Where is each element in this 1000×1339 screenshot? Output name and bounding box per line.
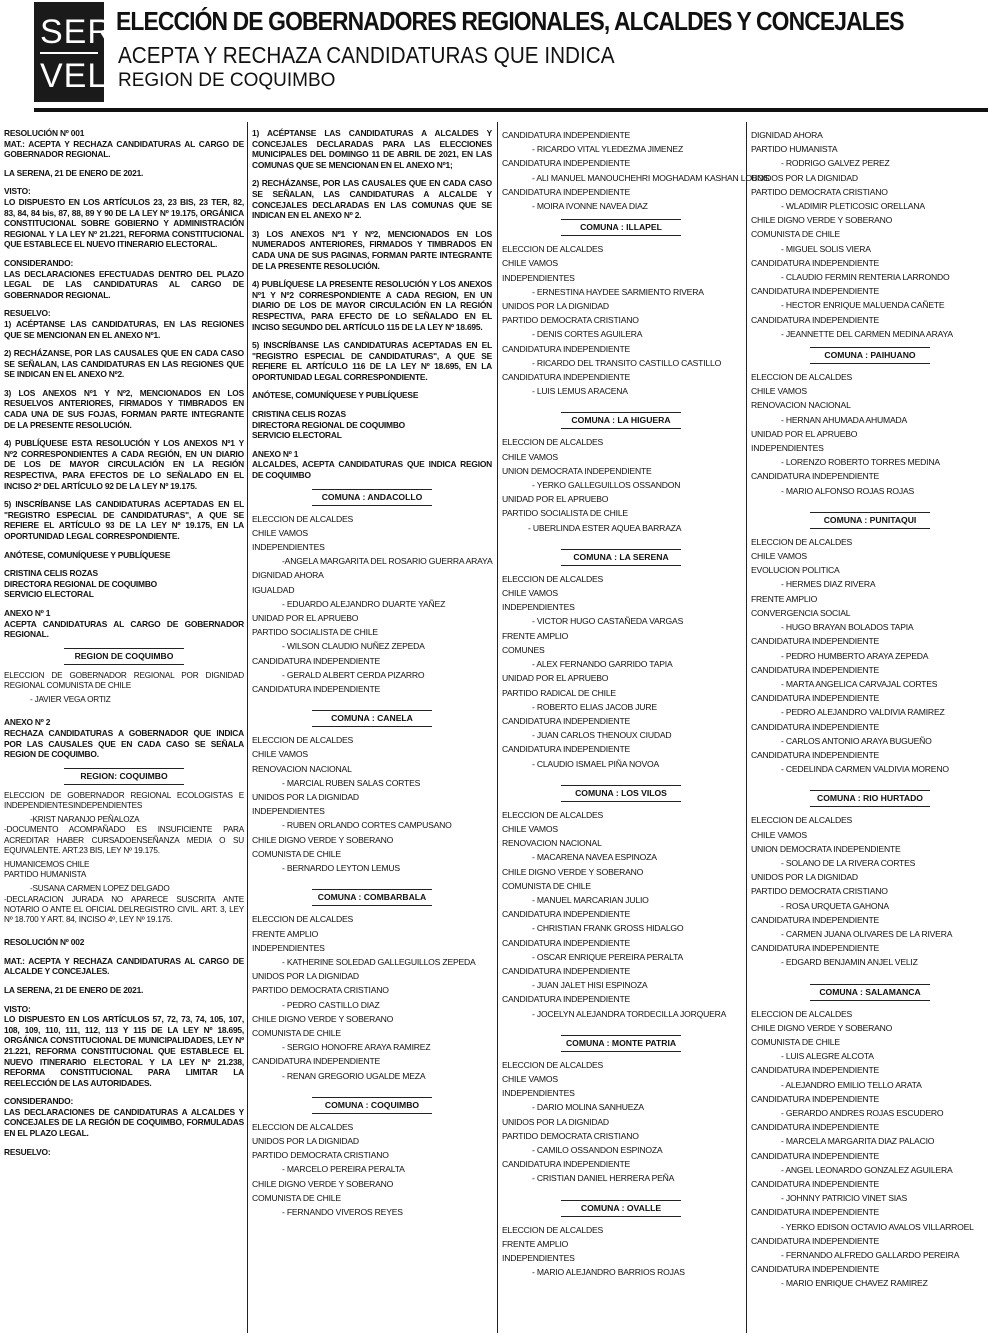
party-line: UNIDOS POR LA DIGNIDAD bbox=[252, 792, 359, 803]
party-line: COMUNES bbox=[502, 644, 545, 655]
res2-anotese: ANÓTESE, COMUNÍQUESE Y PUBLÍQUESE bbox=[252, 390, 419, 401]
party-line: CHILE DIGNO VERDE Y SOBERANO bbox=[751, 215, 893, 226]
party-line: CANDIDATURA INDEPENDIENTE bbox=[751, 1093, 880, 1104]
party-line: CHILE VAMOS bbox=[252, 527, 308, 538]
party-line: CANDIDATURA INDEPENDIENTE bbox=[751, 1264, 880, 1275]
party-line: DIGNIDAD AHORA bbox=[751, 130, 823, 140]
candidate-name: - HERMES DIAZ RIVERA bbox=[781, 579, 876, 590]
candidate-name: - KATHERINE SOLEDAD GALLEGUILLOS ZEPEDA bbox=[282, 956, 476, 967]
candidate-name: - WLADIMIR PLETICOSIC ORELLANA bbox=[781, 201, 925, 212]
candidate-name: - MACARENA NAVEA ESPINOZA bbox=[532, 852, 657, 863]
party-line: CHILE VAMOS bbox=[502, 823, 558, 834]
candidate-name: - DARIO MOLINA SANHUEZA bbox=[532, 1102, 644, 1113]
anexo2-text: RECHAZA CANDIDATURAS A GOBERNADOR QUE INDICA POR LAS CAUSALES QUE EN CADA CASO SE SEÑALA REGION DE COQUIMBO. bbox=[4, 727, 244, 760]
signer-service: SERVICIO ELECTORAL bbox=[4, 589, 94, 600]
party-line: ELECCION DE ALCALDES bbox=[252, 513, 354, 524]
party-line: UNIDAD POR EL APRUEBO bbox=[502, 673, 609, 684]
party-line: CANDIDATURA INDEPENDIENTE bbox=[502, 965, 631, 976]
comuna-heading: COMUNA : LOS VILOS bbox=[561, 785, 681, 802]
party-line: CANDIDATURA INDEPENDIENTE bbox=[751, 314, 880, 325]
res1-resuelvo-heading: RESUELVO: bbox=[4, 308, 51, 319]
res1-title: RESOLUCIÓN Nº 001 bbox=[4, 128, 85, 138]
candidate-name: - YERKO EDISON OCTAVIO AVALOS VILLARROEL bbox=[781, 1221, 974, 1232]
party-line: ELECCION DE ALCALDES bbox=[751, 372, 853, 383]
party-line: PARTIDO DEMOCRATA CRISTIANO bbox=[751, 886, 888, 897]
party-line: IGUALDAD bbox=[252, 584, 295, 595]
candidate-name: - ALEX FERNANDO GARRIDO TAPIA bbox=[532, 659, 673, 670]
party-line: ELECCION DE ALCALDES bbox=[502, 809, 604, 820]
candidate-name: - MARCELO PEREIRA PERALTA bbox=[282, 1164, 405, 1175]
anexo2-heading: ANEXO Nº 2 bbox=[4, 717, 51, 728]
party-line: ELECCION DE ALCALDES bbox=[252, 914, 354, 925]
comuna-heading: COMUNA : ANDACOLLO bbox=[312, 489, 432, 506]
candidate-name: - SERGIO HONOFRE ARAYA RAMIREZ bbox=[282, 1042, 431, 1053]
party-line: CANDIDATURA INDEPENDIENTE bbox=[751, 693, 880, 704]
logo-text-top: SER bbox=[40, 13, 113, 51]
candidate-name: - MARCELA MARGARITA DIAZ PALACIO bbox=[781, 1136, 935, 1147]
column-divider bbox=[497, 122, 498, 1333]
party-line: DIGNIDAD AHORA bbox=[252, 570, 324, 581]
party-line: ELECCION DE ALCALDES bbox=[751, 536, 853, 547]
candidate-name: - GERARDO ANDRES ROJAS ESCUDERO bbox=[781, 1107, 944, 1118]
anexo1-heading: ANEXO Nº 1 bbox=[4, 607, 51, 618]
continued-list bbox=[502, 128, 770, 213]
party-line: CANDIDATURA INDEPENDIENTE bbox=[502, 909, 631, 920]
comuna-heading: COMUNA : COQUIMBO bbox=[312, 1097, 432, 1114]
party-line: CHILE VAMOS bbox=[502, 258, 558, 269]
party-line: PARTIDO DEMOCRATA CRISTIANO bbox=[252, 1150, 389, 1161]
party-line: RENOVACION NACIONAL bbox=[751, 400, 851, 411]
servel-logo bbox=[34, 2, 113, 102]
party-line: CANDIDATURA INDEPENDIENTE bbox=[751, 721, 880, 732]
res2-resuelvo-5: 5) INSCRÍBANSE LAS CANDIDATURAS ACEPTADAS EN EL "REGISTRO ESPECIAL DE CANDIDATURAS", A QUE SE REFIERE EL ARTÍCULO 116 DE LA LEY Nº 18.695, EN LA OPORTUNIDAD LEGAL CORRESPONDIENTE. bbox=[252, 340, 492, 382]
res2-resuelvo-heading: RESUELVO: bbox=[4, 1146, 51, 1157]
comuna-heading: COMUNA : RIO HURTADO bbox=[810, 790, 930, 807]
res2-visto-heading: VISTO: bbox=[4, 1003, 31, 1014]
res1-visto-heading: VISTO: bbox=[4, 186, 31, 197]
candidate-name: - RODRIGO GALVEZ PEREZ bbox=[781, 158, 890, 169]
res1-resuelvo-1: 1) ACÉPTANSE LAS CANDIDATURAS, EN LAS REGIONES QUE SE MENCIONAN EN EL ANEXO Nº1. bbox=[4, 318, 244, 340]
res2-title: RESOLUCIÓN Nº 002 bbox=[4, 937, 85, 948]
res2-resuelvo-4: 4) PUBLÍQUESE LA PRESENTE RESOLUCIÓN Y LOS ANEXOS Nº1 Y Nº2 CORRESPONDIENTE A CADA REGION, EN UN DIARIO DE LOS DE MAYOR CIRCULACIÓN EN LA REGIÓN RESPECTIVA, PARA EFECTO DE LO SEÑALADO EN EL INCISO SEGUNDO DEL ARTÍCULO 115 DE LA LEY Nº 18.695. bbox=[252, 279, 492, 332]
party-line: ELECCION DE ALCALDES bbox=[502, 437, 604, 448]
party-line: EVOLUCION POLITICA bbox=[751, 565, 840, 576]
column-2 bbox=[252, 128, 492, 1333]
party-line: COMUNISTA DE CHILE bbox=[502, 880, 591, 891]
res1-considerando: LAS DECLARACIONES EFECTUADAS DENTRO DEL PLAZO LEGAL DE LAS CANDIDATURAS AL CARGO DE GOBERNADOR REGIONAL. bbox=[4, 268, 244, 300]
res1-resuelvo-5: 5) INSCRÍBANSE LAS CANDIDATURAS ACEPTADAS EN EL "REGISTRO ESPECIAL DE CANDIDATURAS", A QUE SE REFIERE EL ARTÍCULO 93 DE LA LEY Nº 19.175, EN LA OPORTUNIDAD LEGAL CORRESPONDIENTE. bbox=[4, 499, 244, 541]
party-line: CONVERGENCIA SOCIAL bbox=[751, 607, 851, 618]
logo-text-bottom: VEL bbox=[40, 57, 108, 95]
party-line: UNIDOS POR LA DIGNIDAD bbox=[502, 1116, 609, 1127]
candidate-name: - JUAN JALET HISI ESPINOZA bbox=[532, 980, 648, 991]
column-1 bbox=[4, 128, 244, 1333]
gobernador-candidate: - JAVIER VEGA ORTIZ bbox=[30, 695, 111, 705]
party-line: UNIDOS POR LA DIGNIDAD bbox=[252, 1135, 359, 1146]
continued-list bbox=[751, 128, 989, 341]
page-header bbox=[0, 0, 1000, 112]
party-line: CANDIDATURA INDEPENDIENTE bbox=[751, 1122, 880, 1133]
party-line: CANDIDATURA INDEPENDIENTE bbox=[751, 471, 880, 482]
party-line: FRENTE AMPLIO bbox=[502, 630, 569, 641]
rejection-reason: -DOCUMENTO ACOMPAÑADO ES INSUFICIENTE PARA ACREDITAR HABER CURSADOENSEÑANZA MEDIA O SU EQUIVALENTE. ART.23 BIS, LEY Nº 19.175. bbox=[4, 825, 244, 855]
party-line: CANDIDATURA INDEPENDIENTE bbox=[751, 1179, 880, 1189]
party-line: CHILE DIGNO VERDE Y SOBERANO bbox=[252, 1013, 394, 1024]
rejected-party: PARTIDO HUMANISTA bbox=[4, 870, 87, 880]
res2-considerando-heading: CONSIDERANDO: bbox=[4, 1096, 74, 1107]
party-line: CHILE VAMOS bbox=[751, 386, 807, 397]
party-line: CANDIDATURA INDEPENDIENTE bbox=[252, 684, 381, 695]
candidate-name: - ROSA URQUETA GAHONA bbox=[781, 900, 889, 911]
party-line: UNIDOS POR LA DIGNIDAD bbox=[751, 172, 858, 183]
res2-mat: MAT.: ACEPTA Y RECHAZA CANDIDATURAS AL CARGO DE ALCALDE Y CONCEJALES. bbox=[4, 955, 244, 977]
party-line: FRENTE AMPLIO bbox=[751, 593, 818, 604]
party-line: CANDIDATURA INDEPENDIENTE bbox=[751, 1150, 880, 1161]
candidate-name: - FERNANDO VIVEROS REYES bbox=[282, 1206, 403, 1217]
comuna-list bbox=[252, 489, 492, 1228]
candidate-name: - LORENZO ROBERTO TORRES MEDINA bbox=[781, 457, 940, 468]
party-line: CANDIDATURA INDEPENDIENTE bbox=[502, 1159, 631, 1170]
region-box: REGION: COQUIMBO bbox=[64, 768, 184, 785]
party-line: INDEPENDIENTES bbox=[502, 272, 575, 283]
party-line: CANDIDATURA INDEPENDIENTE bbox=[502, 158, 631, 169]
res1-mat: MAT.: ACEPTA Y RECHAZA CANDIDATURAS AL CARGO DE GOBERNADOR REGIONAL. bbox=[4, 138, 244, 160]
party-line: ELECCION DE ALCALDES bbox=[751, 815, 853, 826]
page-region: REGION DE COQUIMBO bbox=[118, 70, 336, 91]
res1-anotese: ANÓTESE, COMUNÍQUESE Y PUBLÍQUESE bbox=[4, 549, 171, 560]
header-rule bbox=[34, 108, 988, 112]
party-line: FRENTE AMPLIO bbox=[252, 928, 319, 939]
party-line: CHILE DIGNO VERDE Y SOBERANO bbox=[252, 834, 394, 845]
comuna-heading: COMUNA : OVALLE bbox=[561, 1200, 681, 1217]
candidate-name: - ERNESTINA HAYDEE SARMIENTO RIVERA bbox=[532, 286, 704, 297]
res2-date: LA SERENA, 21 DE ENERO DE 2021. bbox=[4, 984, 144, 995]
candidate-name: - WILSON CLAUDIO NUÑEZ ZEPEDA bbox=[282, 641, 425, 652]
party-line: UNIDOS POR LA DIGNIDAD bbox=[502, 301, 609, 312]
party-line: CHILE DIGNO VERDE Y SOBERANO bbox=[252, 1178, 394, 1189]
party-line: COMUNISTA DE CHILE bbox=[751, 229, 840, 240]
candidate-name: - ANGEL LEONARDO GONZALEZ AGUILERA bbox=[781, 1164, 953, 1175]
candidate-name: - RICARDO VITAL YLEDEZMA JIMENEZ bbox=[532, 144, 684, 155]
comuna-heading: COMUNA : PAIHUANO bbox=[810, 347, 930, 364]
res1-date: LA SERENA, 21 DE ENERO DE 2021. bbox=[4, 167, 144, 178]
party-line: PARTIDO DEMOCRATA CRISTIANO bbox=[751, 186, 888, 197]
candidate-name: - CLAUDIO ISMAEL PIÑA NOVOA bbox=[532, 758, 660, 769]
party-line: CHILE VAMOS bbox=[502, 451, 558, 462]
party-line: INDEPENDIENTES bbox=[502, 1253, 575, 1263]
party-line: COMUNISTA DE CHILE bbox=[252, 1027, 341, 1038]
party-line: CHILE DIGNO VERDE Y SOBERANO bbox=[502, 866, 644, 877]
party-line: ELECCION DE ALCALDES bbox=[252, 1121, 354, 1132]
party-line: CANDIDATURA INDEPENDIENTE bbox=[502, 130, 631, 140]
party-line: ELECCION DE ALCALDES bbox=[502, 573, 604, 584]
signer-service: SERVICIO ELECTORAL bbox=[252, 430, 342, 441]
party-line: ELECCION DE ALCALDES bbox=[751, 1008, 853, 1019]
candidate-name: - CARMEN JUANA OLIVARES DE LA RIVERA bbox=[781, 928, 953, 939]
party-line: CANDIDATURA INDEPENDIENTE bbox=[502, 343, 631, 354]
candidate-name: -ANGELA MARGARITA DEL ROSARIO GUERRA ARAYA bbox=[282, 556, 493, 567]
party-line: COMUNISTA DE CHILE bbox=[252, 848, 341, 859]
candidate-name: - CEDELINDA CARMEN VALDIVIA MORENO bbox=[781, 764, 949, 775]
res1-resuelvo-3: 3) LOS ANEXOS Nº1 Y Nº2, MENCIONADOS EN LOS RESUELVOS ANTERIORES, FIRMADOS Y TIMBRADOS EN CADA UNA DE SUS FOJAS, FORMAN PARTE INTEGRANTE DE LA PRESENTE RESOLUCIÓN. bbox=[4, 387, 244, 430]
signer-name: CRISTINA CELIS ROZAS bbox=[252, 409, 346, 420]
party-line: ELECCION DE ALCALDES bbox=[502, 1224, 604, 1235]
candidate-name: - MOIRA IVONNE NAVEA DIAZ bbox=[532, 201, 648, 212]
gobernador-list: ELECCION DE GOBERNADOR REGIONAL POR DIGNIDAD REGIONAL COMUNISTA DE CHILE bbox=[4, 670, 244, 690]
res2-resuelvo-2: 2) RECHÁZANSE, POR LAS CAUSALES QUE EN CADA CASO SE SEÑALAN, LAS CANDIDATURAS A ALCALDE Y CONCEJALES DECLARADAS EN LAS COMUNAS QUE SE INDICAN EN EL ANEXO Nº 2. bbox=[252, 178, 492, 221]
candidate-name: - MARIO ALFONSO ROJAS ROJAS bbox=[781, 485, 915, 496]
candidate-name: - PEDRO CASTILLO DIAZ bbox=[282, 999, 380, 1010]
page-subtitle: ACEPTA Y RECHAZA CANDIDATURAS QUE INDICA bbox=[118, 42, 615, 68]
candidate-name: - MARCIAL RUBEN SALAS CORTES bbox=[282, 777, 421, 788]
comuna-heading: COMUNA : COMBARBALA bbox=[312, 889, 432, 906]
party-line: INDEPENDIENTES bbox=[252, 806, 325, 817]
candidate-name: - MIGUEL SOLIS VIERA bbox=[781, 243, 871, 254]
res1-resuelvo-2: 2) RECHÁZANSE, POR LAS CAUSALES QUE EN CADA CASO SE SEÑALAN, LAS CANDIDATURAS EN LAS REGIONES QUE SE INDICAN EN EL ANEXO Nº2. bbox=[4, 348, 244, 380]
candidate-name: - GERALD ALBERT CERDA PIZARRO bbox=[282, 669, 425, 680]
res2-visto: LO DISPUESTO EN LOS ARTÍCULOS 57, 72, 73, 74, 105, 107, 108, 109, 110, 111, 112, 113 Y 115 DE LA LEY Nº 18.695, ORGÁNICA CONSTITUCIONAL DE MUNICIPALIDADES, LEY Nº 21.221, REFORMA CONSTITUCIONAL QUE ESTABLECE EL NUEVO ITINERARIO ELECTORAL Y LA LEY Nº 21.238, REFORMA CONSTITUCIONAL PARA LIMITAR LA REELECCIÓN DE LAS AUTORIDADES. bbox=[4, 1014, 244, 1088]
candidate-name: - JUAN CARLOS THENOUX CIUDAD bbox=[532, 730, 672, 741]
party-line: PARTIDO SOCIALISTA DE CHILE bbox=[502, 508, 628, 519]
candidate-name: - FERNANDO ALFREDO GALLARDO PEREIRA bbox=[781, 1250, 960, 1261]
party-line: CHILE VAMOS bbox=[751, 829, 807, 840]
region-box: REGION DE COQUIMBO bbox=[64, 648, 184, 665]
party-line: PARTIDO DEMOCRATA CRISTIANO bbox=[502, 315, 639, 326]
party-line: UNIDOS POR LA DIGNIDAD bbox=[751, 872, 858, 883]
candidate-name: - OSCAR ENRIQUE PEREIRA PERALTA bbox=[532, 951, 684, 962]
signer-title: DIRECTORA REGIONAL DE COQUIMBO bbox=[252, 419, 405, 430]
party-line: CANDIDATURA INDEPENDIENTE bbox=[751, 1235, 880, 1246]
res2-considerando: LAS DECLARACIONES DE CANDIDATURAS A ALCALDES Y CONCEJALES DE LA REGIÓN DE COQUIMBO, FORMULADAS EN EL PLAZO LEGAL. bbox=[4, 1106, 244, 1139]
candidate-name: - LUIS ALEGRE ALCOTA bbox=[781, 1051, 874, 1062]
party-line: CHILE VAMOS bbox=[252, 749, 308, 760]
party-line: PARTIDO DEMOCRATA CRISTIANO bbox=[252, 985, 389, 996]
res1-resuelvo-4: 4) PUBLÍQUESE ESTA RESOLUCIÓN Y LOS ANEXOS Nº1 Y Nº2 CORRESPONDIENTES A CADA REGIÓN, EN UN DIARIO DE LOS DE MAYOR CIRCULACIÓN EN LA REGIÓN RESPECTIVA, PARA EFECTOS DE LO SEÑALADO EN EL INCISO 2º DEL ARTÍCULO 92 DE LA LEY Nº 19.175. bbox=[4, 438, 244, 491]
comuna-heading: COMUNA : PUNITAQUI bbox=[810, 512, 930, 529]
candidate-name: - UBERLINDA ESTER AQUEA BARRAZA bbox=[528, 522, 682, 533]
comuna-heading: COMUNA : LA SERENA bbox=[561, 549, 681, 566]
candidate-name: - JEANNETTE DEL CARMEN MEDINA ARAYA bbox=[781, 328, 953, 339]
candidate-name: - ALEJANDRO EMILIO TELLO ARATA bbox=[781, 1079, 922, 1090]
candidate-name: - RENAN GREGORIO UGALDE MEZA bbox=[282, 1070, 426, 1081]
party-line: INDEPENDIENTES bbox=[252, 942, 325, 953]
anexo1-text: ALCALDES, ACEPTA CANDIDATURAS QUE INDICA REGION DE COQUIMBO bbox=[252, 459, 492, 481]
comuna-list bbox=[502, 219, 740, 1287]
signer-name: CRISTINA CELIS ROZAS bbox=[4, 568, 98, 579]
comuna-list bbox=[751, 347, 989, 1299]
party-line: CANDIDATURA INDEPENDIENTE bbox=[751, 1065, 880, 1076]
party-line: ELECCION DE ALCALDES bbox=[502, 244, 604, 255]
party-line: CANDIDATURA INDEPENDIENTE bbox=[502, 937, 631, 948]
party-line: CANDIDATURA INDEPENDIENTE bbox=[252, 655, 381, 666]
party-line: RENOVACION NACIONAL bbox=[252, 763, 352, 774]
party-line: FRENTE AMPLIO bbox=[502, 1238, 569, 1249]
party-line: UNION DEMOCRATA INDEPENDIENTE bbox=[502, 465, 652, 476]
party-line: PARTIDO SOCIALISTA DE CHILE bbox=[252, 627, 378, 638]
comuna-heading: COMUNA : ILLAPEL bbox=[561, 219, 681, 236]
column-divider bbox=[746, 122, 747, 1333]
candidate-name: - MARIO ALEJANDRO BARRIOS ROJAS bbox=[532, 1267, 685, 1278]
rejected-list: HUMANICEMOS CHILE bbox=[4, 859, 90, 869]
candidate-name: - RUBEN ORLANDO CORTES CAMPUSANO bbox=[282, 820, 452, 831]
candidate-name: - BERNARDO LEYTON LEMUS bbox=[282, 863, 400, 874]
candidate-name: - SOLANO DE LA RIVERA CORTES bbox=[781, 857, 916, 868]
comuna-heading: COMUNA : LA HIGUERA bbox=[561, 412, 681, 429]
party-line: INDEPENDIENTES bbox=[751, 443, 824, 454]
party-line: CANDIDATURA INDEPENDIENTE bbox=[502, 372, 631, 383]
candidate-name: - ALI MANUEL MANOUCHEHRI MOGHADAM KASHAN LOBOS bbox=[532, 172, 770, 183]
party-line: CANDIDATURA INDEPENDIENTE bbox=[751, 257, 880, 268]
res2-resuelvo-1: 1) ACÉPTANSE LAS CANDIDATURAS A ALCALDES Y CONCEJALES DECLARADAS PARA LAS ELECCIONES MUNICIPALES DEL DOMINGO 11 DE ABRIL DE 2021, EN LAS COMUNAS QUE SE MENCIONAN EN EL ANEXO Nº1; bbox=[252, 128, 492, 170]
candidate-name: - RICARDO DEL TRANSITO CASTILLO CASTILLO bbox=[532, 357, 722, 368]
column-4 bbox=[751, 128, 989, 1333]
candidate-name: - MARIO ENRIQUE CHAVEZ RAMIREZ bbox=[781, 1278, 928, 1289]
comuna-heading: COMUNA : CANELA bbox=[312, 710, 432, 727]
party-line: CHILE VAMOS bbox=[751, 551, 807, 562]
candidate-name: - MARTA ANGELICA CARVAJAL CORTES bbox=[781, 678, 938, 689]
party-line: INDEPENDIENTES bbox=[502, 1088, 575, 1099]
party-line: CANDIDATURA INDEPENDIENTE bbox=[751, 664, 880, 675]
candidate-name: - YERKO GALLEGUILLOS OSSANDON bbox=[532, 480, 681, 491]
party-line: CHILE DIGNO VERDE Y SOBERANO bbox=[751, 1022, 893, 1033]
party-line: CANDIDATURA INDEPENDIENTE bbox=[502, 186, 631, 197]
party-line: CANDIDATURA INDEPENDIENTE bbox=[751, 749, 880, 760]
party-line: CANDIDATURA INDEPENDIENTE bbox=[502, 715, 631, 726]
candidate-name: - EDUARDO ALEJANDRO DUARTE YAÑEZ bbox=[282, 598, 446, 609]
candidate-name: - PEDRO ALEJANDRO VALDIVIA RAMIREZ bbox=[781, 707, 945, 718]
candidate-name: - JOCELYN ALEJANDRA TORDECILLA JORQUERA bbox=[532, 1008, 727, 1019]
rejected-list: ELECCION DE GOBERNADOR REGIONAL ECOLOGISTAS E INDEPENDIENTESINDEPENDIENTES bbox=[4, 790, 244, 810]
party-line: CANDIDATURA INDEPENDIENTE bbox=[751, 943, 880, 954]
rejection-reason: -DECLARACION JURADA NO APARECE SUSCRITA ANTE NOTARIO O ANTE EL OFICIAL DELREGISTRO CIVIL. ART. 3, LEY Nº 18.700 Y ART. 84, INCISO 4º, LEY Nº 19.175. bbox=[4, 894, 244, 924]
party-line: CANDIDATURA INDEPENDIENTE bbox=[751, 286, 880, 297]
candidate-name: - LUIS LEMUS ARACENA bbox=[532, 386, 628, 397]
candidate-name: - HECTOR ENRIQUE MALUENDA CAÑETE bbox=[781, 300, 945, 311]
party-line: UNIDOS POR LA DIGNIDAD bbox=[252, 971, 359, 982]
comuna-heading: COMUNA : MONTE PATRIA bbox=[561, 1035, 681, 1052]
party-line: RENOVACION NACIONAL bbox=[502, 838, 602, 849]
comuna-heading: COMUNA : SALAMANCA bbox=[810, 984, 930, 1001]
party-line: COMUNISTA DE CHILE bbox=[751, 1036, 840, 1047]
party-line: UNIDAD POR EL APRUEBO bbox=[252, 613, 359, 624]
party-line: PARTIDO RADICAL DE CHILE bbox=[502, 687, 616, 698]
party-line: CANDIDATURA INDEPENDIENTE bbox=[502, 994, 631, 1005]
column-divider bbox=[247, 122, 248, 1333]
party-line: PARTIDO HUMANISTA bbox=[751, 144, 838, 155]
party-line: CANDIDATURA INDEPENDIENTE bbox=[751, 1207, 880, 1218]
party-line: PARTIDO DEMOCRATA CRISTIANO bbox=[502, 1130, 639, 1141]
candidate-name: - HERNAN AHUMADA AHUMADA bbox=[781, 414, 908, 425]
candidate-name: - CRISTIAN DANIEL HERRERA PEÑA bbox=[532, 1173, 675, 1184]
page-title: ELECCIÓN DE GOBERNADORES REGIONALES, ALCALDES Y CONCEJALES bbox=[116, 6, 904, 36]
candidate-name: - MANUEL MARCARIAN JULIO bbox=[532, 894, 649, 905]
candidate-name: - VICTOR HUGO CASTAÑEDA VARGAS bbox=[532, 616, 684, 627]
party-line: UNIDAD POR EL APRUEBO bbox=[751, 428, 858, 439]
party-line: INDEPENDIENTES bbox=[502, 602, 575, 613]
anexo1-text: ACEPTA CANDIDATURAS AL CARGO DE GOBERNADOR REGIONAL. bbox=[4, 618, 244, 640]
candidate-name: - CARLOS ANTONIO ARAYA BUGUEÑO bbox=[781, 735, 932, 746]
party-line: COMUNISTA DE CHILE bbox=[252, 1192, 341, 1203]
rejected-candidate: -SUSANA CARMEN LOPEZ DELGADO bbox=[30, 884, 170, 894]
party-line: CANDIDATURA INDEPENDIENTE bbox=[252, 1056, 381, 1067]
party-line: UNIDAD POR EL APRUEBO bbox=[502, 494, 609, 505]
party-line: ELECCION DE ALCALDES bbox=[252, 735, 354, 746]
column-3 bbox=[502, 128, 770, 1333]
party-line: INDEPENDIENTES bbox=[252, 542, 325, 553]
candidate-name: - HUGO BRAYAN BOLADOS TAPIA bbox=[781, 622, 914, 633]
party-line: CANDIDATURA INDEPENDIENTE bbox=[751, 914, 880, 925]
party-line: CANDIDATURA INDEPENDIENTE bbox=[502, 744, 631, 755]
party-line: UNION DEMOCRATA INDEPENDIENTE bbox=[751, 843, 901, 854]
candidate-name: - JOHNNY PATRICIO VINET SIAS bbox=[781, 1193, 908, 1204]
party-line: CHILE VAMOS bbox=[502, 1073, 558, 1084]
res1-visto: LO DISPUESTO EN LOS ARTÍCULOS 23, 23 BIS, 23 TER, 82, 83, 84, 84 bis, 87, 88, 89 Y 90 DE LA LEY Nº 19.175, ORGÁNICA CONSTITUCIONAL SOBRE GOBIERNO Y ADMINISTRACIÓN REGIONAL Y LA LEY Nº 21.221, REFORMA CONSTITUCIONAL QUE ESTABLECE EL NUEVO ITINERARIO ELECTORAL. bbox=[4, 196, 244, 250]
candidate-name: - ROBERTO ELIAS JACOB JURE bbox=[532, 701, 657, 712]
party-line: ELECCION DE ALCALDES bbox=[502, 1059, 604, 1070]
res2-resuelvo-3: 3) LOS ANEXOS Nº1 Y Nº2, MENCIONADOS EN LOS NUMERADOS ANTERIORES, FIRMADOS Y TIMBRADOS EN CADA UNA DE SUS PAGINAS, FORMAN PARTE INTEGRANTE DE LA PRESENTE RESOLUCIÓN. bbox=[252, 228, 492, 271]
signer-title: DIRECTORA REGIONAL DE COQUIMBO bbox=[4, 578, 157, 589]
res1-considerando-heading: CONSIDERANDO: bbox=[4, 257, 74, 268]
candidate-name: - CLAUDIO FERMIN RENTERIA LARRONDO bbox=[781, 272, 950, 283]
anexo1-heading: ANEXO Nº 1 bbox=[252, 448, 299, 459]
candidate-name: - DENIS CORTES AGUILERA bbox=[532, 329, 643, 340]
party-line: CHILE VAMOS bbox=[502, 588, 558, 599]
party-line: CANDIDATURA INDEPENDIENTE bbox=[751, 636, 880, 647]
candidate-name: - EDGARD BENJAMIN ANJEL VELIZ bbox=[781, 957, 918, 968]
candidate-name: - PEDRO HUMBERTO ARAYA ZEPEDA bbox=[781, 650, 929, 661]
candidate-name: - CHRISTIAN FRANK GROSS HIDALGO bbox=[532, 923, 684, 934]
rejected-candidate: -KRIST NARANJO PEÑALOZA bbox=[30, 815, 140, 825]
candidate-name: - CAMILO OSSANDON ESPINOZA bbox=[532, 1144, 663, 1155]
